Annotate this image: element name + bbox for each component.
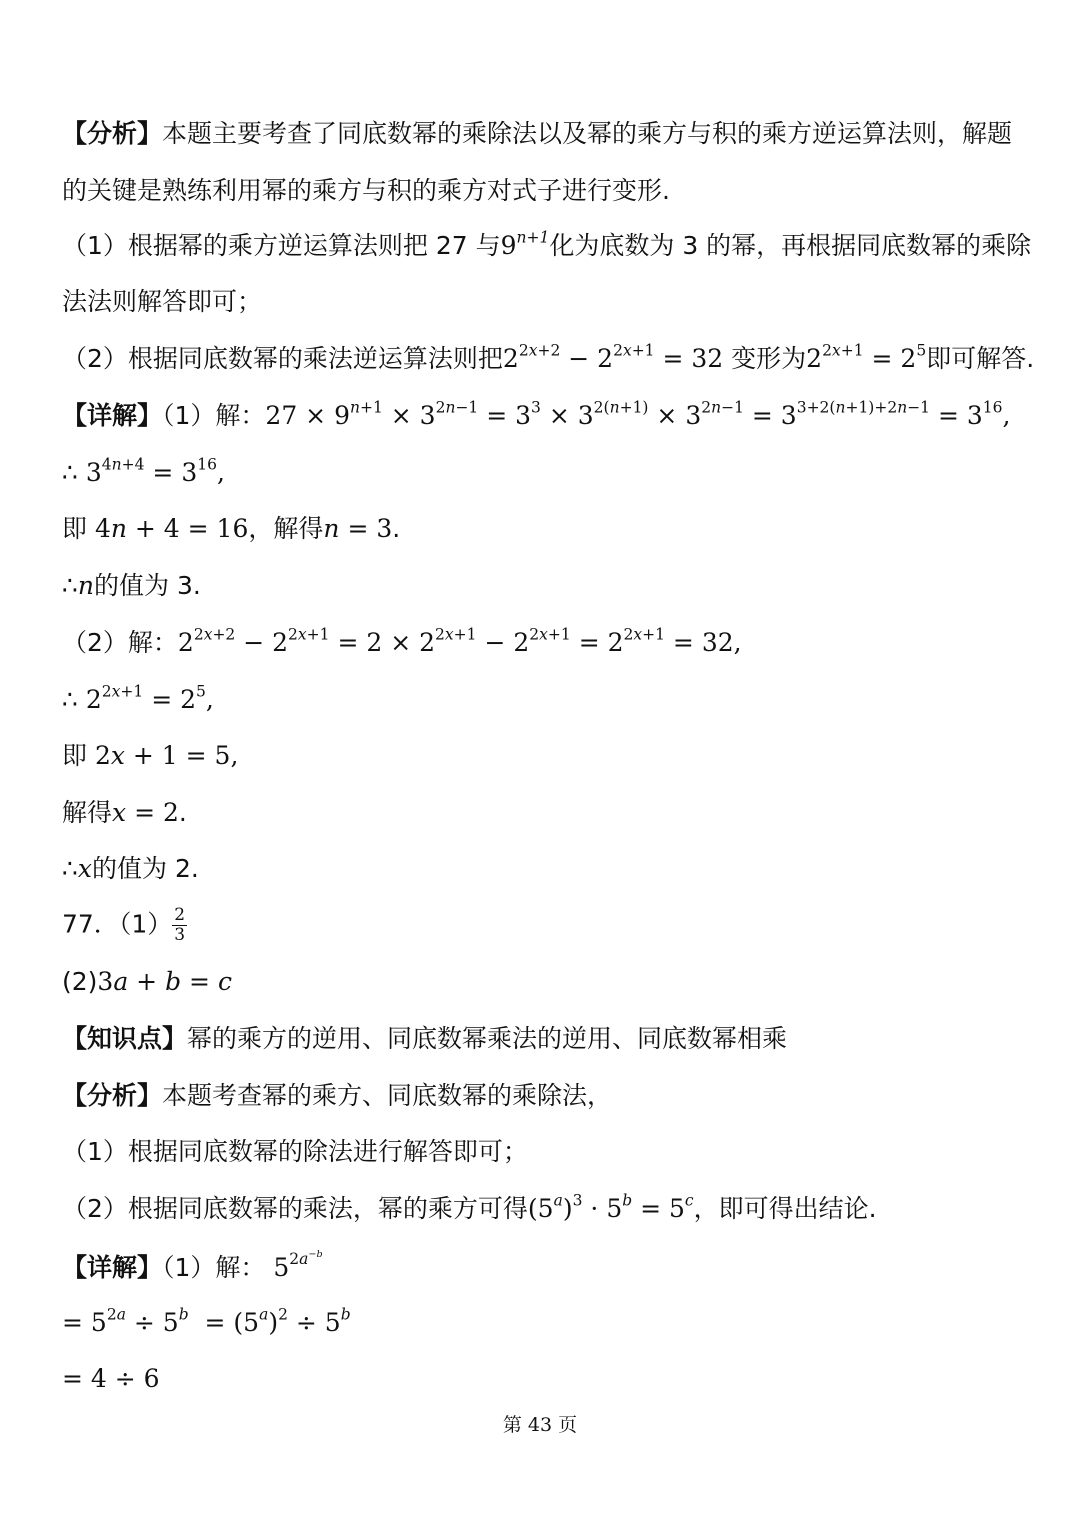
analysis-step-1: （1）根据幂的乘方逆运算法则把 27 与$9^{n+1}$化为底数为 3 的幂，再根据同底数幂的乘除 <box>62 228 1032 260</box>
equation: 3a + b = c <box>97 967 232 996</box>
solution-line-9: ∴x的值为 2. <box>62 854 199 883</box>
equation: $2^{2x+2} - 2^{2x+1} = 32$ <box>502 341 732 373</box>
equation: $2^{2x+2} - 2^{2x+1} = 2 \times 2^{2x+1} - 2^{2x+1} = 2^{2x+1} = 32$, <box>177 625 742 657</box>
knowledge-tag: 【知识点】 <box>62 1024 188 1053</box>
equation: $3^{4n+4} = 3^{16}$, <box>85 455 225 487</box>
solution-2-line-3 <box>62 1363 160 1395</box>
solution-line-2: ∴ $3^{4n+4} = 3^{16}$, <box>62 455 225 487</box>
solution-line-1: 【详解】（1）解：$27 \times 9^{n+1} \times 3^{2n-1} = 3^3 \times 3^{2(n+1)} \times 3^{2n-1} = 3^{3+2(n+1)+2n-1} = 3^{16}$, <box>62 398 1011 430</box>
equation: $5^{2a^{-b}}$ <box>273 1249 323 1282</box>
question-number: 77． <box>62 909 119 939</box>
answer-77-part-1: 77．（1） $\frac{2}{3}$ <box>62 905 186 945</box>
equation: 2x + 1 = 5, <box>94 741 239 770</box>
solution-2-line-2 <box>62 1307 351 1339</box>
equation: $2^{2x+1} = 2^5$ <box>806 341 927 373</box>
analysis-line-1 <box>62 118 1012 150</box>
knowledge-line: 【知识点】幂的乘方的逆用、同底数幂乘法的逆用、同底数幂相乘 <box>62 1024 788 1053</box>
equation: $(5^a)^3 \cdot 5^b = 5^c$ <box>527 1191 694 1223</box>
equation: x = 2 <box>112 798 179 827</box>
analysis-2-line-1: 【分析】本题考查幂的乘方、同底数幂的乘除法， <box>62 1081 613 1110</box>
equation: 4n + 4 = 16 <box>94 514 249 543</box>
analysis-2-step-1: （1）根据同底数幂的除法进行解答即可； <box>62 1137 528 1166</box>
equation: n = 3 <box>323 514 393 543</box>
solution-tag: 【详解】 <box>62 1253 163 1282</box>
analysis-line-2: 的关键是熟练利用幂的乘方与积的乘方对式子进行变形. <box>62 176 670 205</box>
page-number: 第 43 页 <box>502 1414 578 1436</box>
equation: = 4 ÷ 6 <box>62 1364 160 1393</box>
answer-77-part-2: (2)3a + b = c <box>62 967 232 996</box>
solution-line-6: ∴ $2^{2x+1} = 2^5$, <box>62 682 214 714</box>
analysis-tag: 【分析】 <box>62 119 163 148</box>
solution-line-8: 解得x = 2. <box>62 798 187 827</box>
analysis-step-2: （2）根据同底数幂的乘法逆运算法则把$2^{2x+2} - 2^{2x+1} = 32$ 变形为$2^{2x+1} = 2^5$即可解答. <box>62 341 1035 373</box>
equation: = $5^{2a} \div 5^b = (5^a)^2 \div 5^b$ <box>62 1305 351 1337</box>
solution-2-line-1: 【详解】（1）解： $5^{2a^{-b}}$ <box>62 1249 323 1282</box>
fraction: $\frac{2}{3}$ <box>174 905 186 945</box>
analysis-tag: 【分析】 <box>62 1081 163 1110</box>
analysis-2-step-2: （2）根据同底数幂的乘法，幂的乘方可得$(5^a)^3 \cdot 5^b = 5^c$，即可得出结论. <box>62 1191 877 1223</box>
analysis-text: 本题主要考查了同底数幂的乘除法以及幂的乘方与积的乘方逆运算法则，解题 <box>162 119 1013 148</box>
analysis-step-1-cont: 法法则解答即可； <box>62 287 263 316</box>
solution-line-7: 即 2x + 1 = 5, <box>62 741 239 770</box>
solution-line-3: 即 4n + 4 = 16，解得n = 3. <box>62 514 401 543</box>
equation: $27 \times 9^{n+1} \times 3^{2n-1} = 3^3 \times 3^{2(n+1)} \times 3^{2n-1} = 3^{3+2(n+1)+2n-1} = 3^{16}$, <box>265 398 1011 430</box>
solution-tag: 【详解】 <box>62 401 163 430</box>
equation: $2^{2x+1} = 2^5$, <box>85 682 214 714</box>
power-expression: $9^{n+1}$ <box>500 228 550 260</box>
solution-line-4: ∴n的值为 3. <box>62 571 201 600</box>
solution-line-5: （2）解：$2^{2x+2} - 2^{2x+1} = 2 \times 2^{2x+1} - 2^{2x+1} = 2^{2x+1} = 32$, <box>62 625 742 657</box>
